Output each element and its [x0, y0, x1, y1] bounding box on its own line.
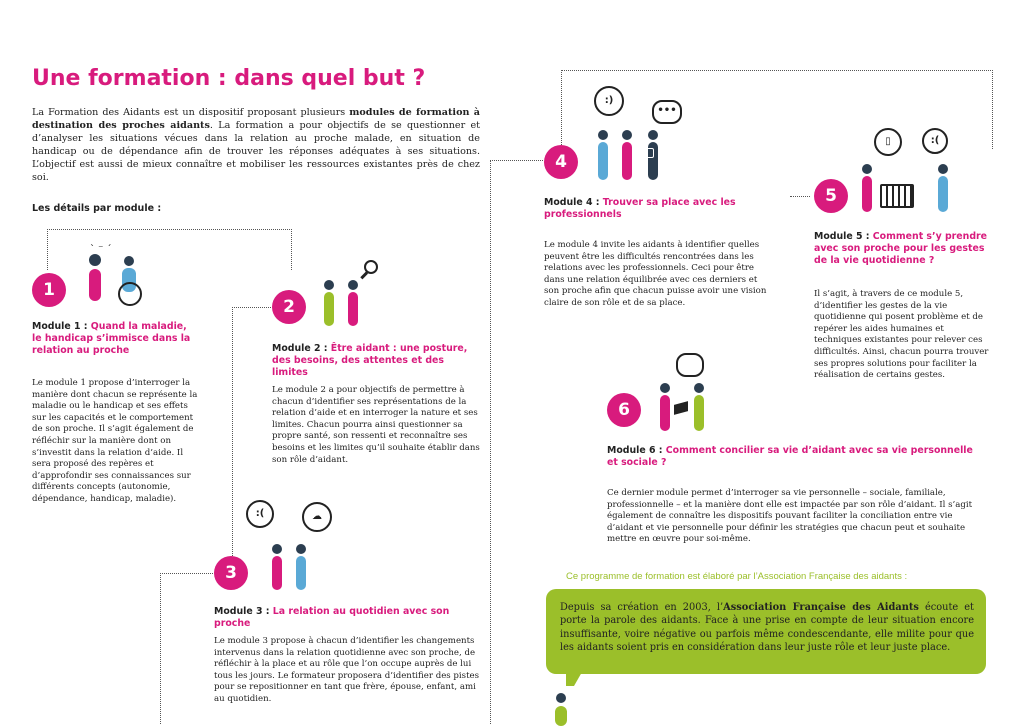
- cup-icon: [644, 148, 654, 158]
- callout-tail: [566, 672, 582, 686]
- connector-6: [790, 196, 810, 197]
- intro-text-1: La Formation des Aidants est un dispositif proposant plusieurs: [32, 107, 350, 118]
- sad-icon: :(: [922, 128, 948, 154]
- module-1-illustration: ˋ ⁻ ˊ: [80, 240, 150, 310]
- figure-head: [556, 693, 566, 703]
- module-6-heading: Module 6 : Comment concilier sa vie d’aidant avec sa vie personnelle et sociale ?: [607, 445, 973, 468]
- storm-icon: ☁: [302, 502, 332, 532]
- module-1-body: Le module 1 propose d’interroger la manière dont chacun se représente la maladie ou le handicap et ses effets sur les capacités et le comportement de son proche. Il s’agit également de réfléchir sur la manière dont on s’investit dans la relation d’aide. Il sera proposé des repères et d’approfondir ses connaissances sur différents concepts (autonomie, dépendance, handicap, maladie).: [32, 378, 198, 504]
- intro-text-2: . La formation a pour objectifs de se questionner et d’analyser les situations vécues dans la relation au proche malade, en situation de handicap ou de dépendance afin de trouver les réponses adéquates à ses situations. L’objectif est aussi de mieux connaître et mobiliser les ressources existantes près de chez soi.: [32, 120, 480, 183]
- module-4-number: 4: [544, 145, 578, 179]
- details-label: Les détails par module :: [32, 203, 162, 214]
- sad-icon: :(: [246, 500, 274, 528]
- module-5-heading: Module 5 : Comment s’y prendre avec son proche pour les gestes de la vie quotidienne ?: [814, 231, 988, 266]
- cart-icon: [880, 184, 914, 208]
- module-4-body: Le module 4 invite les aidants à identifier quelles peuvent être les difficultés rencontrées dans les relations avec les professionnels. Ceci pour être dans une relation équilibrée avec ces derniers et son proche afin que chacun puisse avoir une vision claire de son rôle et de sa place.: [544, 240, 767, 308]
- module-4-heading: Module 4 : Trouver sa place avec les professionnels: [544, 197, 736, 220]
- connector-3: [160, 573, 213, 724]
- program-caption: Ce programme de formation est élaboré par l’Association Française des aidants :: [566, 571, 908, 582]
- module-2-illustration: [318, 258, 388, 328]
- association-text: Depuis sa création en 2003, l’Association Française des Aidants écoute et porte la parole des aidants. Face à une prise en compte de leur situation encore insuffisante, voire négative ou parfois même condescendante, elle milite pour que les aidants soient pris en considération dans leur juste rôle et leur juste place.: [560, 602, 974, 654]
- module-1-heading: Module 1 : Quand la maladie, le handicap s’immisce dans la relation au proche: [32, 321, 191, 356]
- module-5-body: Il s’agit, à travers de ce module 5, d’identifier les gestes de la vie quotidienne qui posent problème et de repérer les aides humaines et techniques existantes pour relever ces difficultés. Ainsi, chacun pourra trouver ses propres solutions pour faciliter la réalisation de certains gestes.: [814, 289, 989, 381]
- module-5-illustration: [854, 128, 964, 220]
- module-2-body: Le module 2 a pour objectifs de permettre à chacun d’identifier ses représentations de la relation d’aide et en interroger la nature et ses limites. Chacun pourra ainsi questionner sa propre santé, son ressenti et reconnaître ses besoins et les limites qu’il souhaite établir dans son rôle d’aidant.: [272, 385, 480, 465]
- module-6-body: Ce dernier module permet d’interroger sa vie personnelle – sociale, familiale, professionnelle – et la manière dont elle est impactée par son rôle d’aidant. Il s’agit également de connaître les dispositifs pouvant faciliter la conciliation entre vie d’aidant et vie personnelle pour définir les stratégies que chacun peut et souhaite mettre en œuvre pour soi-même.: [607, 488, 973, 545]
- phone-icon: ▯: [874, 128, 902, 156]
- module-5-number: 5: [814, 179, 848, 213]
- module-2-heading: Module 2 : Être aidant : une posture, des besoins, des attentes et des limites: [272, 343, 468, 378]
- module-2-number: 2: [272, 290, 306, 324]
- smile-icon: :): [594, 86, 624, 116]
- module-1-number: 1: [32, 273, 66, 307]
- module-6-illustration: [650, 353, 720, 433]
- intro-bold: modules de formation à destination des proches aidants: [32, 107, 480, 131]
- intro-paragraph: [32, 106, 480, 184]
- module-6-number: 6: [607, 393, 641, 427]
- figure-body: [555, 706, 567, 726]
- speech-icon: •••: [652, 100, 682, 124]
- module-3-illustration: [246, 500, 346, 592]
- page-title: Une formation : dans quel but ?: [32, 66, 426, 91]
- wheelchair-icon: [118, 282, 142, 306]
- module-4-illustration: [590, 86, 690, 182]
- association-name: Association Française des Aidants: [723, 602, 919, 613]
- speech-icon: [676, 353, 704, 377]
- module-3-body: Le module 3 propose à chacun d’identifier les changements intervenus dans la relation quotidienne avec son proche, de réfléchir à la place et au rôle que l’on occupe auprès de lui tous les jours. Le formateur proposera d’identifier des pistes pour se repositionner en tant que frère, épouse, enfant, ami au quotidien.: [214, 636, 480, 704]
- connector-4: [490, 160, 543, 724]
- module-3-number: 3: [214, 556, 248, 590]
- module-3-heading: Module 3 : La relation au quotidien avec son proche: [214, 606, 450, 629]
